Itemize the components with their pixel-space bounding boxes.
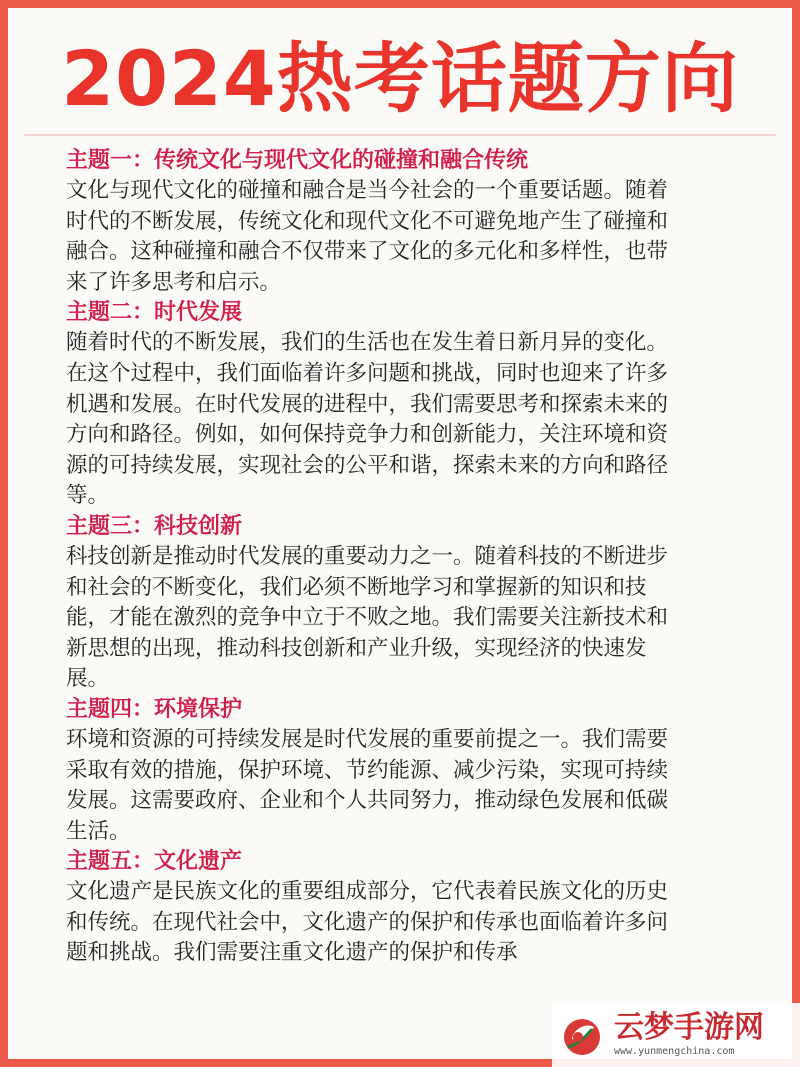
paragraph-line: 采取有效的措施，保护环境、节约能源、减少污染，实现可持续 bbox=[66, 757, 669, 783]
paragraph-line: 源的可持续发展，实现社会的公平和谐，探索未来的方向和路径 bbox=[66, 452, 669, 478]
topic-section-4 bbox=[66, 695, 742, 847]
topic-section-3 bbox=[66, 512, 742, 695]
topic-heading: 主题五：文化遗产 bbox=[66, 849, 243, 875]
paragraph-line: 科技创新是推动时代发展的重要动力之一。随着科技的不断进步 bbox=[66, 543, 669, 569]
paragraph-line: 在这个过程中，我们面临着许多问题和挑战，同时也迎来了许多 bbox=[66, 360, 669, 386]
topic-paragraph bbox=[66, 176, 742, 298]
topics-content bbox=[66, 146, 742, 969]
topic-section-2 bbox=[66, 298, 742, 512]
watermark bbox=[552, 1003, 800, 1067]
paragraph-line: 环境和资源的可持续发展是时代发展的重要前提之一。我们需要 bbox=[66, 726, 669, 752]
topic-paragraph bbox=[66, 877, 742, 969]
topic-section-5 bbox=[66, 847, 742, 969]
paragraph-line: 时代的不断发展，传统文化和现代文化不可避免地产生了碰撞和 bbox=[66, 208, 669, 234]
watermark-url: www.yunmengchina.com bbox=[614, 1046, 735, 1057]
paragraph-line: 文化与现代文化的碰撞和融合是当今社会的一个重要话题。随着 bbox=[66, 178, 669, 203]
page-title: 2024热考话题方向 bbox=[61, 33, 739, 123]
topic-section-1 bbox=[66, 146, 742, 298]
title-divider bbox=[24, 134, 776, 136]
paragraph-line: 来了许多思考和启示。 bbox=[66, 269, 282, 295]
paragraph-line: 能，才能在激烈的竞争中立于不败之地。我们需要关注新技术和 bbox=[66, 605, 669, 631]
paragraph-line: 机遇和发展。在时代发展的进程中，我们需要思考和探索未来的 bbox=[66, 391, 669, 417]
paragraph-line: 发展。这需要政府、企业和个人共同努力，推动绿色发展和低碳 bbox=[66, 788, 669, 814]
topic-heading: 主题三：科技创新 bbox=[66, 513, 243, 539]
paragraph-line: 等。 bbox=[66, 483, 110, 509]
topic-heading: 主题二：时代发展 bbox=[66, 300, 243, 326]
topic-heading: 主题一：传统文化与现代文化的碰撞和融合传统 bbox=[66, 148, 529, 173]
topic-paragraph bbox=[66, 725, 742, 847]
paragraph-line: 随着时代的不断发展，我们的生活也在发生着日新月异的变化。 bbox=[66, 330, 669, 356]
paragraph-line: 文化遗产是民族文化的重要组成部分，它代表着民族文化的历史 bbox=[66, 879, 669, 905]
paragraph-line: 和社会的不断变化，我们必须不断地学习和掌握新的知识和技 bbox=[66, 574, 647, 600]
leaf-logo-icon bbox=[558, 1011, 606, 1059]
paragraph-line: 展。 bbox=[66, 666, 110, 692]
topic-paragraph bbox=[66, 328, 742, 512]
paragraph-line: 融合。这种碰撞和融合不仅带来了文化的多元化和多样性，也带 bbox=[66, 239, 669, 265]
paragraph-line: 新思想的出现，推动科技创新和产业升级，实现经济的快速发 bbox=[66, 635, 647, 661]
paragraph-line: 方向和路径。例如，如何保持竞争力和创新能力，关注环境和资 bbox=[66, 422, 669, 448]
paragraph-line: 题和挑战。我们需要注重文化遗产的保护和传承 bbox=[66, 940, 518, 966]
topic-paragraph bbox=[66, 542, 742, 695]
topic-heading: 主题四：环境保护 bbox=[66, 696, 243, 722]
watermark-name: 云梦手游网 bbox=[614, 1010, 764, 1045]
paragraph-line: 和传统。在现代社会中，文化遗产的保护和传承也面临着许多问 bbox=[66, 909, 669, 935]
paragraph-line: 生活。 bbox=[66, 818, 131, 844]
